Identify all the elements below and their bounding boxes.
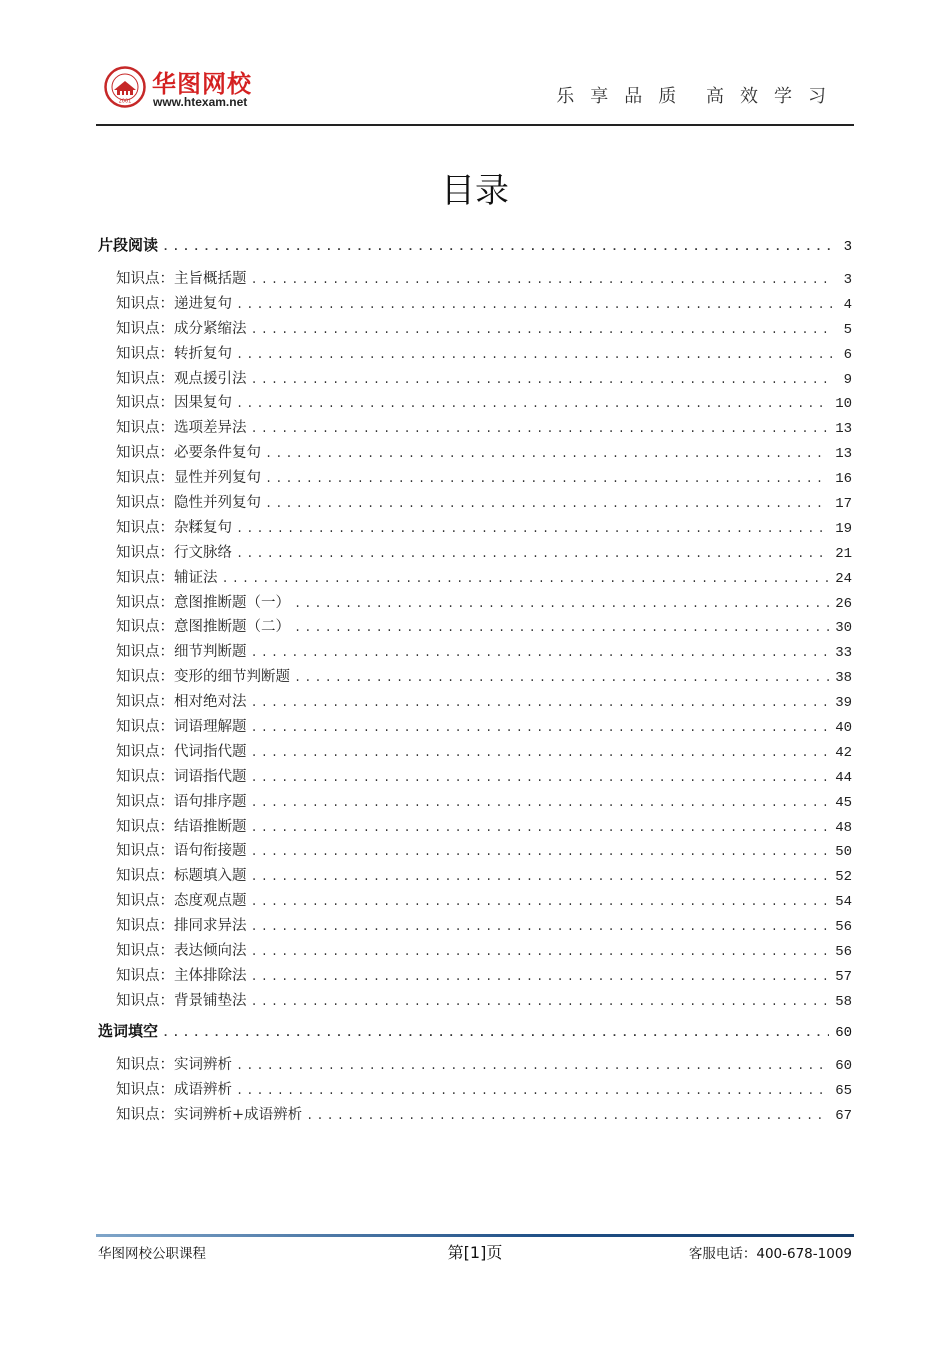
toc-page-number: 42 — [835, 744, 852, 761]
toc-item-label: 知识点：标题填入题 — [116, 868, 247, 885]
toc-page-number: 19 — [835, 520, 852, 537]
toc-item-label: 知识点：主旨概括题 — [116, 271, 247, 287]
toc-item-label: 知识点：选项差异法 — [116, 420, 247, 437]
toc-item-label: 知识点：观点援引法 — [116, 370, 247, 387]
toc-page-number: 26 — [835, 595, 852, 612]
toc-page-number: 48 — [835, 819, 852, 836]
toc-dot-leader — [236, 298, 832, 312]
toc-item-entry[interactable] — [98, 740, 852, 765]
toc-item-label: 知识点：排同求异法 — [116, 918, 247, 935]
footer-course-name: 华图网校公职课程 — [98, 1246, 206, 1262]
toc-item-label: 知识点：意图推断题（一） — [116, 594, 290, 611]
toc-item-label: 知识点：成语辨析 — [116, 1081, 232, 1098]
toc-item-label: 知识点：行文脉络 — [116, 544, 232, 561]
toc-item-entry[interactable] — [98, 317, 852, 342]
toc-dot-leader — [251, 970, 830, 984]
toc-item-label: 知识点：变形的细节判断题 — [116, 669, 290, 686]
toc-page-number: 60 — [835, 1057, 852, 1074]
toc-dot-leader — [236, 547, 829, 561]
toc-dot-leader — [251, 945, 830, 959]
toc-page-number: 54 — [835, 894, 852, 911]
toc-section-entry[interactable] — [98, 1020, 852, 1053]
toc-page-number: 45 — [835, 794, 852, 811]
toc-page-number: 33 — [835, 645, 852, 662]
toc-page-number: 4 — [843, 296, 852, 313]
toc-page-number: 56 — [835, 919, 852, 936]
toc-item-entry[interactable] — [98, 1078, 852, 1103]
toc-dot-leader — [222, 572, 830, 586]
brand-url: www.htexam.net — [153, 95, 248, 109]
toc-dot-leader — [251, 373, 833, 387]
toc-section-label: 选词填空 — [98, 1021, 159, 1040]
toc-page-number: 65 — [835, 1082, 852, 1099]
toc-page-number: 50 — [835, 844, 852, 861]
toc-item-label: 知识点：语句排序题 — [116, 793, 247, 810]
toc-page-number: 30 — [835, 620, 852, 637]
toc-page-number: 10 — [835, 396, 852, 413]
toc-item-entry[interactable] — [98, 342, 852, 367]
toc-dot-leader — [251, 273, 833, 287]
toc-item-label: 知识点：词语指代题 — [116, 768, 247, 785]
toc-dot-leader — [251, 746, 830, 760]
toc-item-entry[interactable] — [98, 267, 852, 292]
toc-item-entry[interactable] — [98, 690, 852, 715]
toc-item-entry[interactable] — [98, 964, 852, 989]
toc-item-label: 知识点：态度观点题 — [116, 893, 247, 910]
toc-item-label: 知识点：词语理解题 — [116, 719, 247, 736]
brand-name: 华图网校 — [152, 70, 252, 98]
toc-item-entry[interactable] — [98, 615, 852, 640]
toc-page-number: 39 — [835, 695, 852, 712]
toc-dot-leader — [294, 621, 829, 635]
toc-item-label: 知识点：辅证法 — [116, 569, 218, 586]
toc-dot-leader — [236, 348, 832, 362]
toc-item-label: 知识点：实词辨析+成语辨析 — [116, 1106, 303, 1123]
toc-dot-leader — [236, 1084, 829, 1098]
toc-item-label: 知识点：意图推断题（二） — [116, 619, 290, 636]
toc-page-number: 24 — [835, 570, 852, 587]
toc-dot-leader — [162, 240, 832, 254]
toc-item-entry[interactable] — [98, 541, 852, 566]
toc-dot-leader — [265, 447, 829, 461]
toc-item-entry[interactable] — [98, 566, 852, 591]
toc-item-entry[interactable] — [98, 640, 852, 665]
toc-section-label: 片段阅读 — [98, 236, 159, 254]
toc-dot-leader — [236, 522, 829, 536]
toc-item-entry[interactable] — [98, 989, 852, 1014]
toc-dot-leader — [251, 920, 830, 934]
toc-page-number: 16 — [835, 471, 852, 488]
toc-dot-leader — [251, 696, 830, 710]
toc-item-label: 知识点：结语推断题 — [116, 818, 247, 835]
toc-section-entry[interactable] — [98, 234, 852, 267]
toc-page-number: 44 — [835, 769, 852, 786]
page-header — [96, 62, 854, 126]
toc-item-entry[interactable] — [98, 665, 852, 690]
toc-page-number: 5 — [843, 321, 852, 338]
toc-item-entry[interactable] — [98, 839, 852, 864]
toc-dot-leader — [251, 821, 830, 835]
toc-dot-leader — [306, 1109, 829, 1123]
toc-dot-leader — [265, 497, 829, 511]
toc-item-entry[interactable] — [98, 815, 852, 840]
toc-item-label: 知识点：递进复句 — [116, 295, 232, 312]
toc-page-number: 9 — [843, 371, 852, 388]
toc-page-number: 67 — [835, 1107, 852, 1124]
toc-item-entry[interactable] — [98, 1053, 852, 1078]
toc-item-label: 知识点：转折复句 — [116, 345, 232, 362]
toc-item-entry[interactable] — [98, 790, 852, 815]
toc-page-number: 58 — [835, 993, 852, 1010]
toc-item-entry[interactable] — [98, 292, 852, 317]
footer-hotline: 客服电话：400-678-1009 — [688, 1246, 852, 1262]
toc-item-entry[interactable] — [98, 939, 852, 964]
toc-page-number: 3 — [843, 239, 852, 255]
toc-item-entry[interactable] — [98, 1103, 852, 1128]
toc-dot-leader — [251, 995, 830, 1009]
page-title: 目录 — [441, 171, 509, 211]
toc-page-number: 40 — [835, 720, 852, 737]
toc-page-number: 56 — [835, 944, 852, 961]
toc-dot-leader — [251, 422, 830, 436]
toc-item-label: 知识点：代词指代题 — [116, 743, 247, 760]
toc-item-label: 知识点：成分紧缩法 — [116, 320, 247, 337]
toc-page-number: 13 — [835, 421, 852, 438]
toc-item-label: 知识点：背景铺垫法 — [116, 992, 247, 1009]
toc-page-number: 52 — [835, 869, 852, 886]
toc-page-number: 3 — [843, 272, 852, 288]
toc-dot-leader — [294, 597, 829, 611]
toc-dot-leader — [251, 796, 830, 810]
toc-item-entry[interactable] — [98, 441, 852, 466]
toc-item-entry[interactable] — [98, 765, 852, 790]
toc-page-number: 38 — [835, 670, 852, 687]
toc-item-label: 知识点：语句衔接题 — [116, 843, 247, 860]
toc-item-label: 知识点：实词辨析 — [116, 1056, 232, 1073]
toc-page-number: 13 — [835, 446, 852, 463]
toc-dot-leader — [294, 671, 829, 685]
toc-item-entry[interactable] — [98, 914, 852, 939]
toc-item-entry[interactable] — [98, 516, 852, 541]
footer-page-number: 第[1]页 — [447, 1243, 503, 1262]
toc-item-entry[interactable] — [98, 715, 852, 740]
toc-item-label: 知识点：相对绝对法 — [116, 694, 247, 711]
toc-dot-leader — [251, 323, 833, 337]
toc-item-label: 知识点：显性并列复句 — [116, 470, 261, 487]
toc-item-label: 知识点：隐性并列复句 — [116, 495, 261, 512]
toc-dot-leader — [251, 895, 830, 909]
toc-item-label: 知识点：细节判断题 — [116, 644, 247, 661]
toc-item-label: 知识点：杂糅复句 — [116, 519, 232, 536]
toc-item-entry[interactable] — [98, 466, 852, 491]
header-slogan — [556, 82, 842, 108]
school-seal-logo-icon — [104, 66, 146, 108]
toc-item-entry[interactable] — [98, 864, 852, 889]
slogan-part-1: 乐享品质 — [556, 86, 693, 107]
toc-page-number: 17 — [835, 496, 852, 513]
toc-item-label: 知识点：因果复句 — [116, 395, 232, 412]
toc-item-entry[interactable] — [98, 889, 852, 914]
toc-item-entry[interactable] — [98, 391, 852, 416]
toc-page-number: 21 — [835, 545, 852, 562]
toc-dot-leader — [265, 472, 829, 486]
toc-item-entry[interactable] — [98, 416, 852, 441]
toc-item-label: 知识点：表达倾向法 — [116, 943, 247, 960]
toc-item-entry[interactable] — [98, 591, 852, 616]
toc-dot-leader — [236, 1059, 829, 1073]
toc-dot-leader — [236, 397, 829, 411]
table-of-contents — [98, 234, 852, 1127]
toc-page-number: 57 — [835, 968, 852, 985]
toc-page-number: 6 — [843, 346, 852, 363]
toc-dot-leader — [251, 771, 830, 785]
toc-item-entry[interactable] — [98, 367, 852, 392]
toc-item-label: 知识点：主体排除法 — [116, 967, 247, 984]
slogan-part-2: 高效学习 — [706, 86, 842, 107]
toc-dot-leader — [162, 1026, 829, 1040]
toc-dot-leader — [251, 845, 830, 859]
toc-dot-leader — [251, 870, 830, 884]
toc-item-label: 知识点：必要条件复句 — [116, 445, 261, 462]
toc-dot-leader — [251, 646, 830, 660]
toc-page-number: 60 — [835, 1024, 852, 1041]
toc-dot-leader — [251, 721, 830, 735]
toc-item-entry[interactable] — [98, 491, 852, 516]
svg-text:2001: 2001 — [118, 98, 132, 105]
footer-divider — [96, 1234, 854, 1237]
